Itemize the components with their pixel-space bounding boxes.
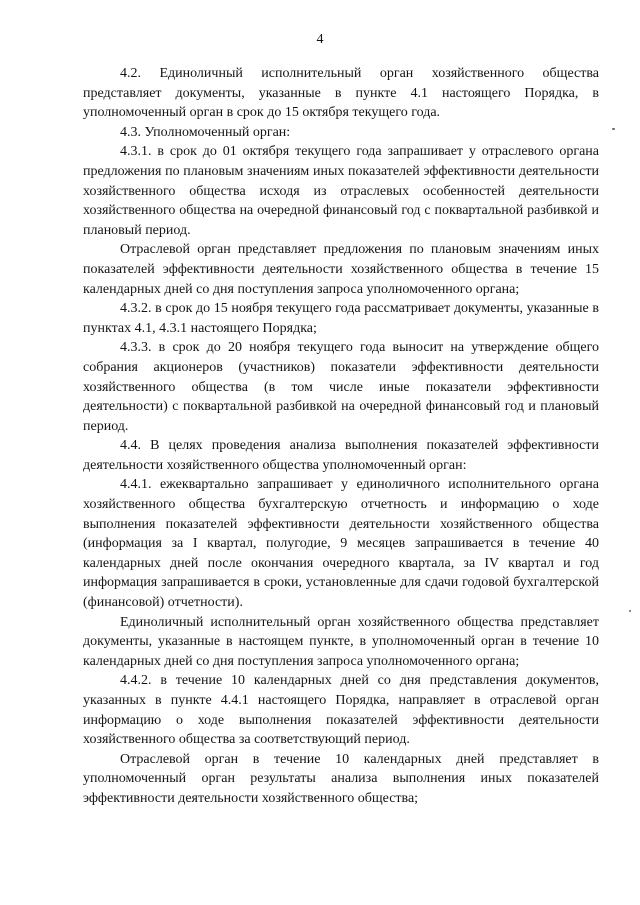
page-number: 4 <box>316 32 324 47</box>
paragraph-4-3-1: 4.3.1. в срок до 01 октября текущего года запрашивает у отраслевого органа предложения по плановым значениям иных показателей эффективности деятельности хозяйственного общества исходя из отраслевых особенностей деятельности хозяйственного общества на очередной финансовый год с поквартальной разбивкой и плановый период. <box>83 144 599 238</box>
paragraph-4-3-2: 4.3.2. в срок до 15 ноября текущего года рассматривает документы, указанные в пунктах 4.1, 4.3.1 настоящего Порядка; <box>83 301 599 336</box>
paragraph-4-2: 4.2. Единоличный исполнительный орган хозяйственного общества представляет документы, указанные в пункте 4.1 настоящего Порядка, в уполномоченный орган в срок до 15 октября текущего года. <box>83 66 599 121</box>
paragraph-4-3-3: 4.3.3. в срок до 20 ноября текущего года выносит на утверждение общего собрания акционеров (участников) показатели эффективности деятельности хозяйственного общества (в том числе иные показатели эффективности деятельности) с поквартальной разбивкой на очередной финансовый год и плановый период. <box>83 340 599 434</box>
paragraph-4-3: 4.3. Уполномоченный орган: <box>120 124 291 140</box>
paragraph-4-4-1-executive-body: Единоличный исполнительный орган хозяйственного общества представляет документы, указанные в настоящем пункте, в уполномоченный орган в течение 10 календарных дней со дня поступления запроса уполномоченного органа; <box>83 614 599 669</box>
paragraph-4-4: 4.4. В целях проведения анализа выполнения показателей эффективности деятельности хозяйственного общества уполномоченный орган: <box>83 438 599 473</box>
paragraph-4-4-2-industry-body: Отраслевой орган в течение 10 календарных дней представляет в уполномоченный орган результаты анализа выполнения иных показателей эффективности деятельности хозяйственного общества; <box>83 751 599 806</box>
scan-speck-mark <box>629 610 631 612</box>
scan-speck-mark <box>612 128 615 130</box>
paragraph-4-3-1-industry-body: Отраслевой орган представляет предложения по плановым значениям иных показателей эффективности деятельности хозяйственного общества в течение 15 календарных дней со дня поступления запроса уполномоченного органа; <box>83 242 599 297</box>
paragraph-4-4-2: 4.4.2. в течение 10 календарных дней со дня представления документов, указанных в пункте 4.4.1 настоящего Порядка, направляет в отраслевой орган информацию о ходе выполнения показателей эффективности деятельности хозяйственного общества за соответствующий период. <box>83 673 599 748</box>
document-body <box>83 64 599 809</box>
paragraph-4-4-1: 4.4.1. ежеквартально запрашивает у единоличного исполнительного органа хозяйственного общества бухгалтерскую отчетность и информацию о ходе выполнения показателей эффективности деятельности хозяйственного общества (информация за I квартал, полугодие, 9 месяцев запрашивается в течение 40 календарных дней после окончания очередного квартала, за IV квартал и год информация запрашивается в сроки, установленные для сдачи годовой бухгалтерской (финансовой) отчетности). <box>83 477 599 611</box>
